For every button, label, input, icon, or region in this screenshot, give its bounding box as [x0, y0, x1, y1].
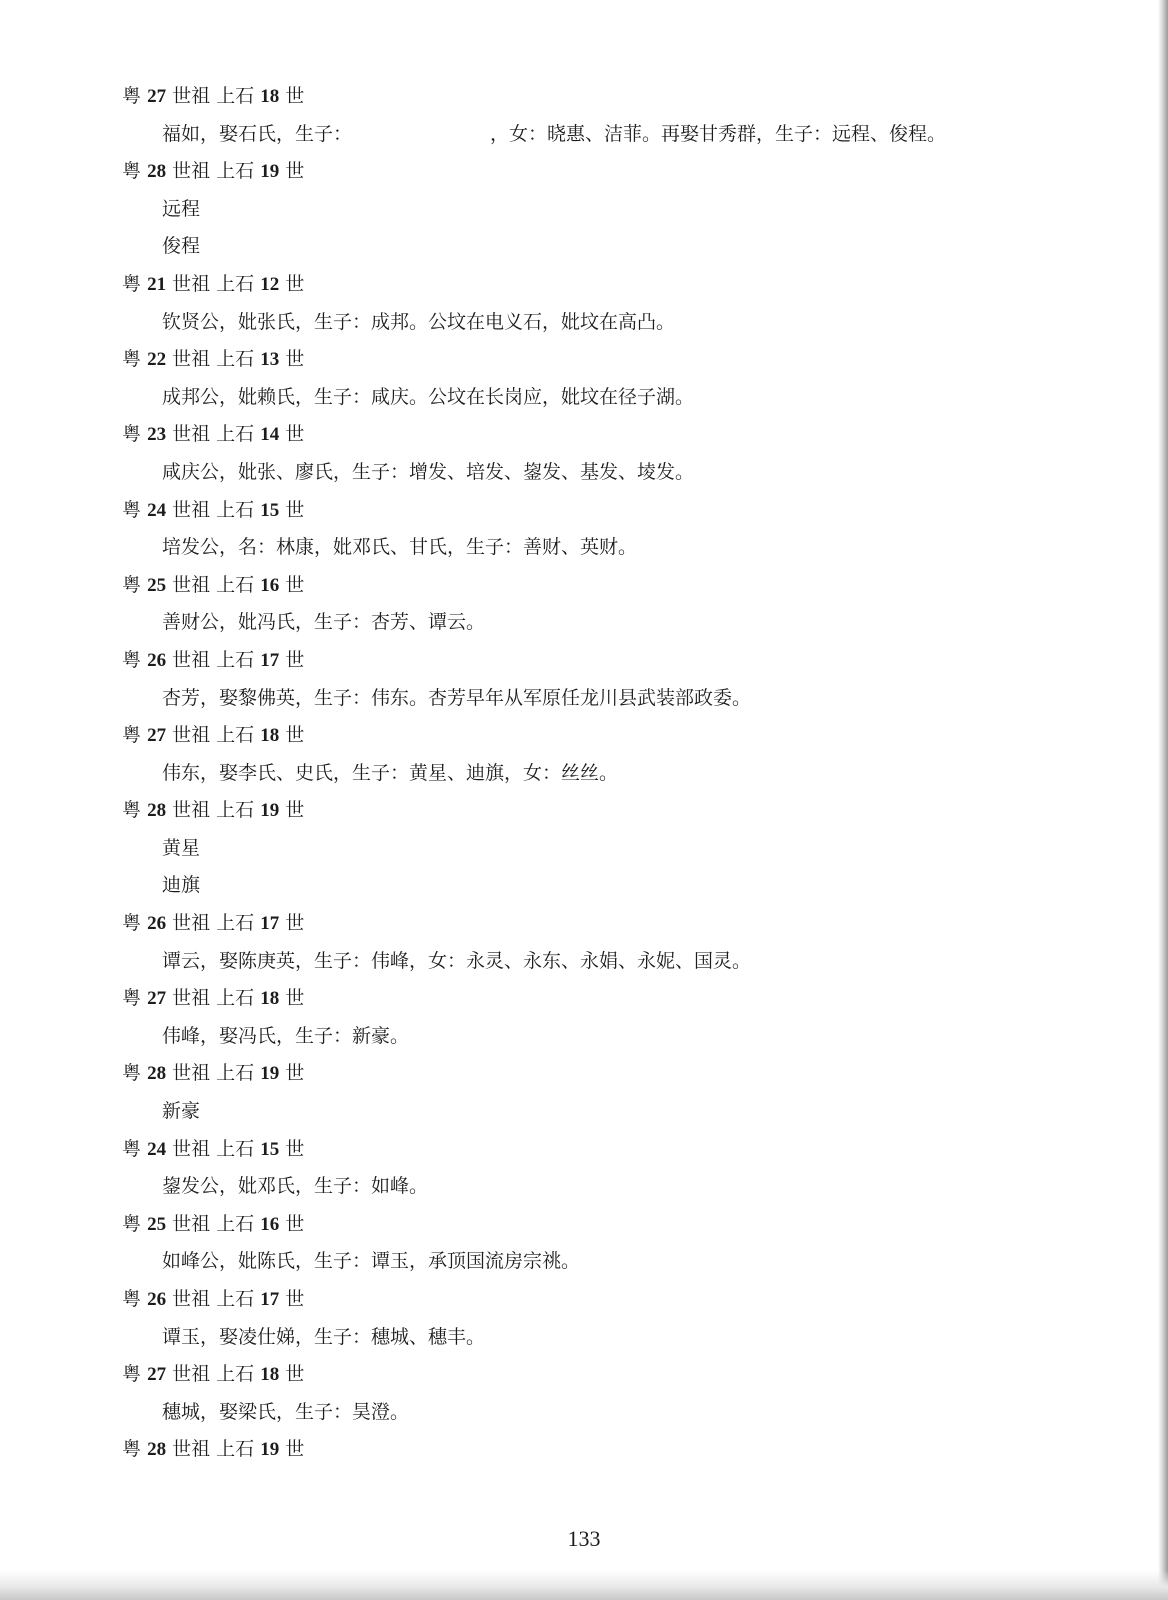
yue-generation-number: 21: [147, 273, 167, 295]
heading-prefix: 粤: [122, 1212, 142, 1235]
person-entry: [122, 529, 1042, 567]
person-entry-text: 培发公，名：林康，妣邓氏、甘氏，生子：善财、英财。: [162, 536, 638, 559]
heading-prefix: 粤: [122, 724, 142, 747]
person-entry: [122, 191, 1042, 229]
generation-heading: [122, 980, 1042, 1018]
heading-suffix: 世: [285, 160, 305, 183]
shangshi-generation-number: 19: [260, 1439, 280, 1461]
person-entry-text: 迪旗: [162, 874, 201, 897]
yue-generation-number: 28: [147, 1439, 167, 1461]
heading-middle: 世祖 上石: [172, 1363, 255, 1386]
scan-edge-right: [1158, 0, 1168, 1600]
heading-middle: 世祖 上石: [172, 498, 255, 521]
yue-generation-number: 26: [147, 649, 167, 671]
person-entry-text: 如峰公，妣陈氏，生子：谭玉，承顶国流房宗祧。: [162, 1250, 581, 1273]
shangshi-generation-number: 12: [260, 273, 280, 295]
person-entry-text: 鋆发公，妣邓氏，生子：如峰。: [162, 1175, 429, 1198]
yue-generation-number: 27: [147, 1364, 167, 1386]
heading-prefix: 粤: [122, 1062, 142, 1085]
heading-middle: 世祖 上石: [172, 160, 255, 183]
yue-generation-number: 24: [147, 499, 167, 521]
shangshi-generation-number: 15: [260, 1138, 280, 1160]
person-entry: [122, 116, 1042, 154]
heading-middle: 世祖 上石: [172, 423, 255, 446]
person-entry: [122, 680, 1042, 718]
heading-prefix: 粤: [122, 1438, 142, 1461]
yue-generation-number: 27: [147, 725, 167, 747]
person-entry-text: 黄星: [162, 836, 201, 859]
heading-suffix: 世: [285, 724, 305, 747]
yue-generation-number: 28: [147, 800, 167, 822]
yue-generation-number: 26: [147, 913, 167, 935]
yue-generation-number: 27: [147, 988, 167, 1010]
shangshi-generation-number: 16: [260, 1213, 280, 1235]
page-number: 133: [567, 1526, 601, 1551]
heading-suffix: 世: [285, 272, 305, 295]
heading-middle: 世祖 上石: [172, 1438, 255, 1461]
heading-suffix: 世: [285, 573, 305, 596]
person-entry: [122, 1319, 1042, 1357]
heading-prefix: 粤: [122, 912, 142, 935]
person-entry: [122, 379, 1042, 417]
shangshi-generation-number: 18: [260, 1364, 280, 1386]
shangshi-generation-number: 13: [260, 349, 280, 371]
heading-prefix: 粤: [122, 648, 142, 671]
generation-heading: [122, 1131, 1042, 1169]
heading-prefix: 粤: [122, 1137, 142, 1160]
generation-heading: [122, 1431, 1042, 1469]
person-entry: [122, 1168, 1042, 1206]
genealogy-text-body: [122, 78, 1042, 1469]
heading-middle: 世祖 上石: [172, 987, 255, 1010]
heading-suffix: 世: [285, 1288, 305, 1310]
heading-prefix: 粤: [122, 160, 142, 183]
heading-prefix: 粤: [122, 573, 142, 596]
shangshi-generation-number: 17: [260, 1289, 280, 1310]
heading-middle: 世祖 上石: [172, 799, 255, 822]
heading-middle: 世祖 上石: [172, 573, 255, 596]
person-entry: [122, 943, 1042, 981]
scan-edge-bottom: [0, 1570, 1168, 1600]
generation-heading: [122, 416, 1042, 454]
person-entry: [122, 1243, 1042, 1281]
shangshi-generation-number: 14: [260, 424, 280, 446]
generation-heading: [122, 905, 1042, 943]
heading-middle: 世祖 上石: [172, 1137, 255, 1160]
heading-prefix: 粤: [122, 799, 142, 822]
person-entry-text: 善财公，妣冯氏，生子：杏芳、谭云。: [162, 611, 486, 634]
generation-heading: [122, 642, 1042, 680]
heading-middle: 世祖 上石: [172, 1288, 255, 1310]
person-entry: [122, 1093, 1042, 1131]
person-entry-text: 伟东，娶李氏、史氏，生子：黄星、迪旗，女：丝丝。: [162, 761, 619, 784]
heading-suffix: 世: [285, 1438, 305, 1461]
person-entry: [122, 830, 1042, 868]
heading-middle: 世祖 上石: [172, 1212, 255, 1235]
generation-heading: [122, 78, 1042, 116]
heading-middle: 世祖 上石: [172, 648, 255, 671]
generation-heading: [122, 717, 1042, 755]
heading-middle: 世祖 上石: [172, 85, 255, 107]
heading-suffix: 世: [285, 1062, 305, 1085]
person-entry-text: 福如，娶石氏，生子：: [162, 122, 353, 145]
shangshi-generation-number: 19: [260, 800, 280, 822]
generation-heading: [122, 1206, 1042, 1244]
heading-suffix: 世: [285, 648, 305, 671]
person-entry-text: 穗城，娶梁氏，生子：昊澄。: [162, 1400, 410, 1423]
shangshi-generation-number: 19: [260, 161, 280, 183]
person-entry: [122, 867, 1042, 905]
heading-prefix: 粤: [122, 272, 142, 295]
shangshi-generation-number: 16: [260, 574, 280, 596]
generation-heading: [122, 1356, 1042, 1394]
heading-suffix: 世: [285, 799, 305, 822]
generation-heading: [122, 792, 1042, 830]
generation-heading: [122, 492, 1042, 530]
generation-heading: [122, 266, 1042, 304]
person-entry-text: 远程: [162, 197, 201, 220]
heading-suffix: 世: [285, 1137, 305, 1160]
person-entry: [122, 755, 1042, 793]
heading-suffix: 世: [285, 423, 305, 446]
shangshi-generation-number: 18: [260, 86, 280, 107]
heading-suffix: 世: [285, 498, 305, 521]
generation-heading: [122, 1281, 1042, 1319]
shangshi-generation-number: 17: [260, 649, 280, 671]
heading-prefix: 粤: [122, 423, 142, 446]
yue-generation-number: 28: [147, 161, 167, 183]
heading-prefix: 粤: [122, 987, 142, 1010]
generation-heading: [122, 153, 1042, 191]
person-entry-text-continued: ，女：晓惠、洁菲。再娶甘秀群，生子：远程、俊程。: [490, 122, 947, 145]
generation-heading: [122, 567, 1042, 605]
person-entry-text: 咸庆公，妣张、廖氏，生子：增发、培发、鋆发、基发、堎发。: [162, 460, 695, 483]
heading-prefix: 粤: [122, 1363, 142, 1386]
generation-heading: [122, 341, 1042, 379]
person-entry-text: 钦贤公，妣张氏，生子：成邦。公坟在电义石，妣坟在高凸。: [162, 310, 676, 333]
heading-prefix: 粤: [122, 1288, 142, 1310]
heading-middle: 世祖 上石: [172, 272, 255, 295]
heading-suffix: 世: [285, 1363, 305, 1386]
person-entry: [122, 604, 1042, 642]
person-entry-text: 谭玉，娶凌仕娣，生子：穗城、穗丰。: [162, 1325, 486, 1348]
person-entry-text: 成邦公，妣赖氏，生子：咸庆。公坟在长岗应，妣坟在径子湖。: [162, 385, 695, 408]
shangshi-generation-number: 18: [260, 725, 280, 747]
person-entry-text: 谭云，娶陈庚英，生子：伟峰，女：永灵、永东、永娟、永妮、国灵。: [162, 949, 752, 972]
person-entry: [122, 454, 1042, 492]
heading-prefix: 粤: [122, 498, 142, 521]
heading-prefix: 粤: [122, 348, 142, 371]
heading-suffix: 世: [285, 85, 305, 107]
person-entry: [122, 1394, 1042, 1432]
yue-generation-number: 28: [147, 1063, 167, 1085]
yue-generation-number: 23: [147, 424, 167, 446]
heading-middle: 世祖 上石: [172, 912, 255, 935]
heading-suffix: 世: [285, 987, 305, 1010]
heading-suffix: 世: [285, 912, 305, 935]
heading-middle: 世祖 上石: [172, 1062, 255, 1085]
heading-middle: 世祖 上石: [172, 724, 255, 747]
heading-middle: 世祖 上石: [172, 348, 255, 371]
person-entry-text: 新豪: [162, 1100, 201, 1123]
generation-heading: [122, 1055, 1042, 1093]
yue-generation-number: 22: [147, 349, 167, 371]
heading-prefix: 粤: [122, 85, 142, 107]
person-entry: [122, 1018, 1042, 1056]
shangshi-generation-number: 18: [260, 988, 280, 1010]
yue-generation-number: 27: [147, 86, 167, 107]
person-entry-text: 杏芳，娶黎佛英，生子：伟东。杏芳早年从军原任龙川县武装部政委。: [162, 686, 752, 709]
person-entry-text: 俊程: [162, 235, 201, 258]
shangshi-generation-number: 17: [260, 913, 280, 935]
person-entry-text: 伟峰，娶冯氏，生子：新豪。: [162, 1024, 410, 1047]
shangshi-generation-number: 15: [260, 499, 280, 521]
person-entry: [122, 228, 1042, 266]
yue-generation-number: 24: [147, 1138, 167, 1160]
shangshi-generation-number: 19: [260, 1063, 280, 1085]
heading-suffix: 世: [285, 1212, 305, 1235]
person-entry: [122, 304, 1042, 342]
yue-generation-number: 25: [147, 1213, 167, 1235]
heading-suffix: 世: [285, 348, 305, 371]
yue-generation-number: 25: [147, 574, 167, 596]
yue-generation-number: 26: [147, 1289, 167, 1310]
